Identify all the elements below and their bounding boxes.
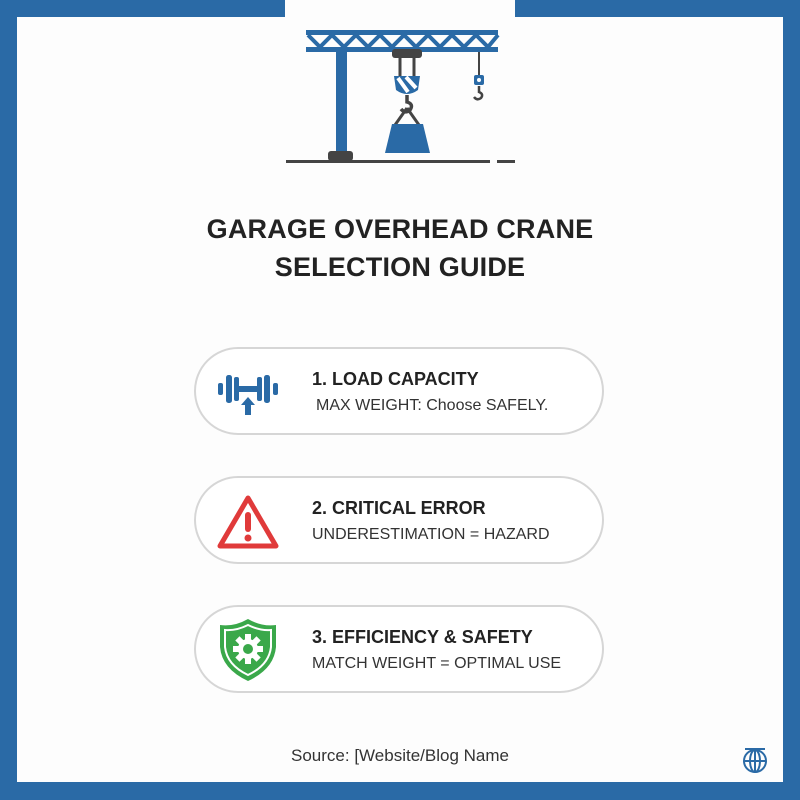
source-attribution: Source: [Website/Blog Name — [291, 746, 509, 765]
frame-border-top-right — [515, 0, 800, 17]
card-heading: 1. LOAD CAPACITY — [312, 369, 479, 389]
frame-border-bottom — [0, 782, 800, 800]
page-title — [0, 210, 800, 286]
card-heading: 3. EFFICIENCY & SAFETY — [312, 627, 533, 647]
dumbbell-up-arrow-icon — [216, 363, 280, 421]
card-load-capacity — [194, 347, 604, 435]
card-heading: 2. CRITICAL ERROR — [312, 498, 486, 518]
title-line-1: GARAGE OVERHEAD CRANE — [206, 214, 594, 244]
frame-border-left — [0, 0, 17, 800]
globe-icon[interactable] — [741, 746, 769, 774]
card-critical-error — [194, 476, 604, 564]
warning-triangle-icon — [216, 492, 280, 550]
overhead-crane-icon — [280, 20, 525, 170]
card-subtext: MATCH WEIGHT = OPTIMAL USE — [312, 655, 562, 672]
shield-gear-icon — [216, 617, 280, 683]
frame-border-top-left — [0, 0, 285, 17]
card-subtext: UNDERESTIMATION = HAZARD — [312, 526, 550, 543]
frame-border-right — [783, 0, 800, 800]
card-subtext: MAX WEIGHT: Choose SAFELY. — [316, 397, 549, 414]
card-efficiency-safety — [194, 605, 604, 693]
title-line-2: SELECTION GUIDE — [274, 252, 526, 282]
